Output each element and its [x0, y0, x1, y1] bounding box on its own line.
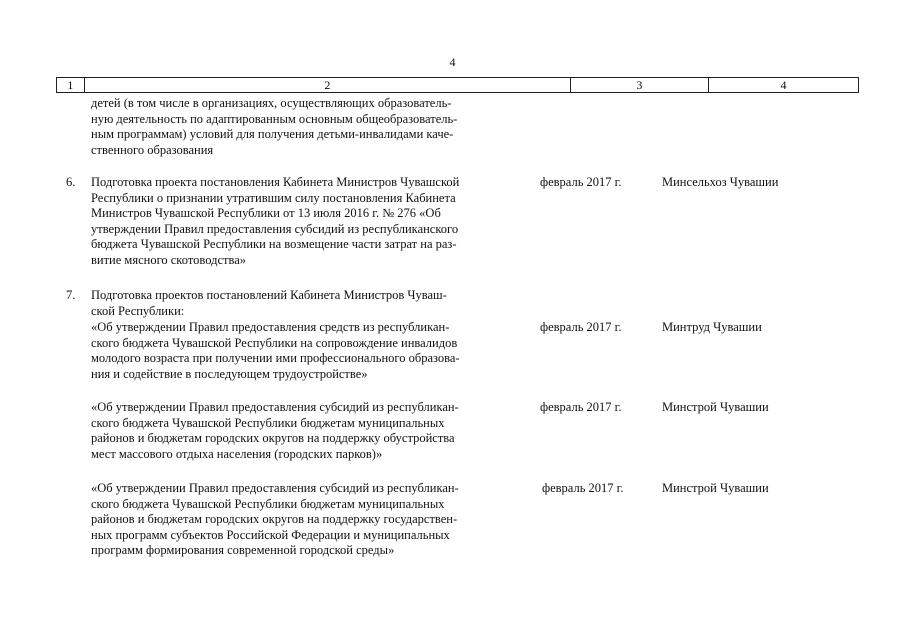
sub-item-3-date: февраль 2017 г.: [542, 481, 624, 495]
text-line: Республики о признании утратившим силу постановления Кабинета: [91, 190, 456, 205]
text-line: «Об утверждении Правил предоставления средств из республикан-: [91, 320, 450, 334]
sub-item-2-date: февраль 2017 г.: [540, 400, 622, 414]
continuation-text: [91, 96, 517, 158]
text-line: ных программ субъектов Российской Федерации и муниципальных: [91, 527, 450, 542]
text-line: Подготовка проекта постановления Кабинета Министров Чувашской: [91, 175, 460, 189]
sub-item-3-text: [91, 481, 517, 559]
text-line: районов и бюджетам городских округов на поддержку государствен-: [91, 512, 458, 527]
text-line: ского бюджета Чувашской Республики бюджетам муниципальных: [91, 496, 445, 511]
item-date: февраль 2017 г.: [540, 175, 622, 189]
column-header-4: 4: [708, 78, 858, 93]
text-line: ского бюджета Чувашской Республики бюджетам муниципальных: [91, 415, 445, 430]
text-line: «Об утверждении Правил предоставления субсидий из республикан-: [91, 400, 459, 414]
text-line: утверждении Правил предоставления субсидий из республиканского: [91, 221, 459, 236]
sub-item-3-responsible: Минстрой Чувашии: [662, 481, 769, 495]
text-line: детей (в том числе в организациях, осуществляющих образователь-: [91, 96, 452, 110]
sub-item-2-text: [91, 400, 517, 462]
text-line: ным программам) условий для получения детьми-инвалидами каче-: [91, 127, 454, 142]
sub-item-1-text: [91, 320, 517, 382]
text-line: витие мясного скотоводства»: [91, 252, 246, 267]
text-line: ской Республики:: [91, 303, 185, 318]
page-number: 4: [449, 55, 456, 69]
text-line: районов и бюджетам городских округов на поддержку обустройства: [91, 431, 455, 446]
text-line: «Об утверждении Правил предоставления субсидий из республикан-: [91, 481, 459, 495]
sub-item-1-date: февраль 2017 г.: [540, 320, 622, 334]
text-line: Подготовка проектов постановлений Кабинета Министров Чуваш-: [91, 288, 447, 302]
text-line: ния и содействие в последующем трудоустройстве»: [91, 366, 368, 381]
text-line: ского бюджета Чувашской Республики на сопровождение инвалидов: [91, 335, 458, 350]
item-text: [91, 175, 517, 269]
item-responsible: Минсельхоз Чувашии: [662, 175, 779, 189]
item-number: 7.: [66, 288, 76, 302]
sub-item-1-responsible: Минтруд Чувашии: [662, 320, 762, 334]
sub-item-2-responsible: Минстрой Чувашии: [662, 400, 769, 414]
item-intro-text: [91, 288, 517, 319]
text-line: молодого возраста при получении ими профессионального образова-: [91, 351, 460, 366]
column-header-3: 3: [570, 78, 708, 93]
text-line: Министров Чувашской Республики от 13 июля 2016 г. № 276 «Об: [91, 206, 441, 221]
column-header-row: [57, 78, 859, 93]
column-header-table: [56, 77, 859, 93]
item-number: 6.: [66, 175, 76, 189]
text-line: ственного образования: [91, 142, 214, 157]
text-line: бюджета Чувашской Республики на возмещение части затрат на раз-: [91, 237, 457, 252]
text-line: ную деятельность по адаптированным основным общеобразователь-: [91, 111, 458, 126]
column-header-2: 2: [84, 78, 570, 93]
column-header-1: 1: [57, 78, 85, 93]
text-line: программ формирования современной городской среды»: [91, 543, 395, 558]
text-line: мест массового отдыха населения (городских парков)»: [91, 446, 383, 461]
